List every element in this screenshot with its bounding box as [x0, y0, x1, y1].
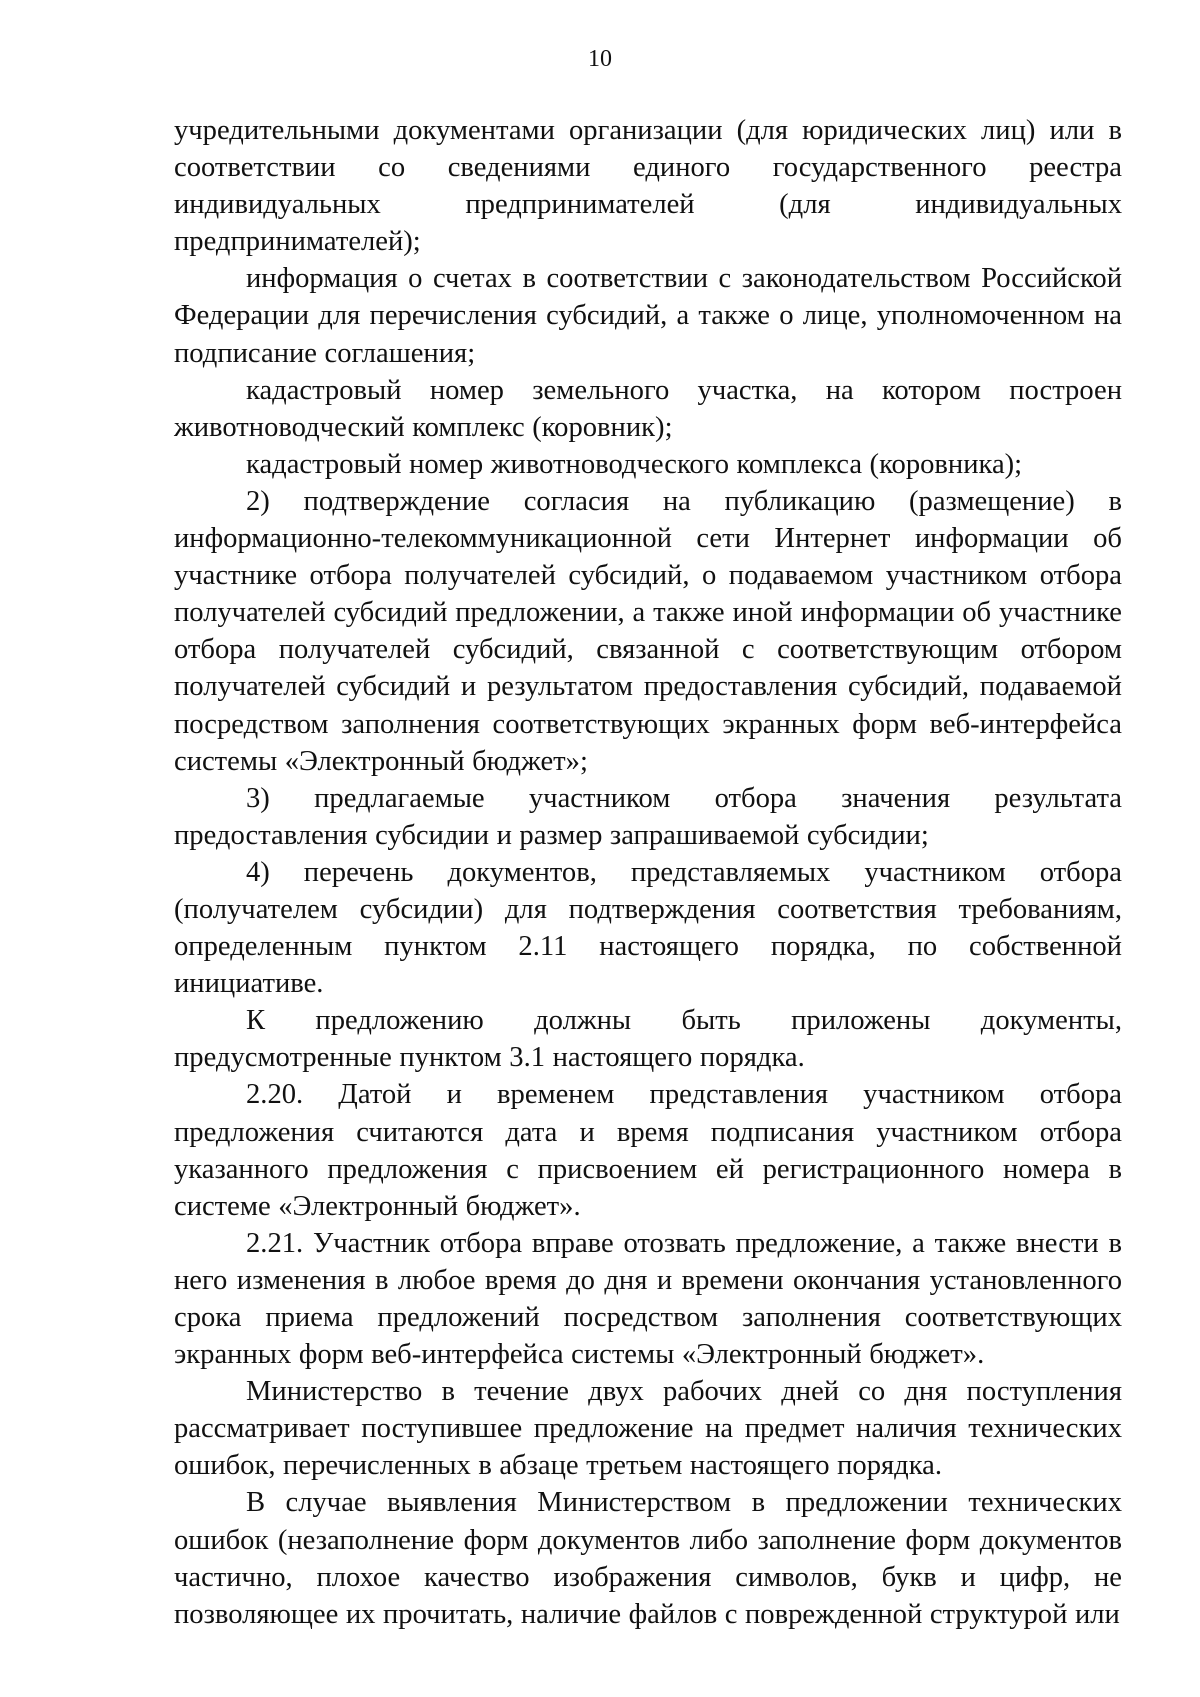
- paragraph-land-cadastral: кадастровый номер земельного участка, на котором построен животноводческий комплекс (коровник);: [174, 374, 1122, 443]
- paragraph-complex-cadastral: кадастровый номер животноводческого комплекса (коровника);: [246, 448, 1023, 480]
- paragraph-ministry-review: Министерство в течение двух рабочих дней со дня поступления рассматривает поступившее предложение на предмет наличия технических ошибок, перечисленных в абзаце третьем настоящего порядка.: [174, 1376, 1122, 1482]
- paragraph-technical-errors: В случае выявления Министерством в предложении технических ошибок (незаполнение форм документов либо заполнение форм документов частично, плохое качество изображения символов, букв и цифр, не позволяющее их прочитать, наличие файлов с поврежденной структурой или: [174, 1487, 1122, 1630]
- document-body: [174, 112, 1122, 1633]
- page-number: 10: [588, 46, 612, 72]
- paragraph-item-2: 2) подтверждение согласия на публикацию (размещение) в информационно-телекоммуникационной сети Интернет информации об участнике отбора получателей субсидий, о подаваемом участником отбора получателей субсидий предложении, а также иной информации об участнике отбора получателей субсидий, связанной с соответствующим отбором получателей субсидий и результатом предоставления субсидий, подаваемой посредством заполнения соответствующих экранных форм веб-интерфейса системы «Электронный бюджет»;: [174, 485, 1122, 777]
- paragraph-continuation: учредительными документами организации (для юридических лиц) или в соответствии со сведениями единого государственного реестра индивидуальных предпринимателей (для индивидуальных предпринимателей);: [174, 115, 1122, 258]
- paragraph-2-20: 2.20. Датой и временем представления участником отбора предложения считаются дата и время подписания участником отбора указанного предложения с присвоением ей регистрационного номера в системе «Электронный бюджет».: [174, 1079, 1122, 1222]
- paragraph-item-4: 4) перечень документов, представляемых участником отбора (получателем субсидии) для подтверждения соответствия требованиям, определенным пунктом 2.11 настоящего порядка, по собственной инициативе.: [174, 856, 1122, 1000]
- paragraph-2-21: 2.21. Участник отбора вправе отозвать предложение, а также внести в него изменения в любое время до дня и времени окончания установленного срока приема предложений посредством заполнения соответствующих экранных форм веб-интерфейса системы «Электронный бюджет».: [174, 1227, 1122, 1371]
- paragraph-item-3: 3) предлагаемые участником отбора значения результата предоставления субсидии и размер запрашиваемой субсидии;: [174, 782, 1122, 851]
- paragraph-attachments: К предложению должны быть приложены документы, предусмотренные пунктом 3.1 настоящего порядка.: [174, 1005, 1122, 1074]
- paragraph-account-info: информация о счетах в соответствии с законодательством Российской Федерации для перечисления субсидий, а также о лице, уполномоченном на подписание соглашения;: [174, 263, 1122, 369]
